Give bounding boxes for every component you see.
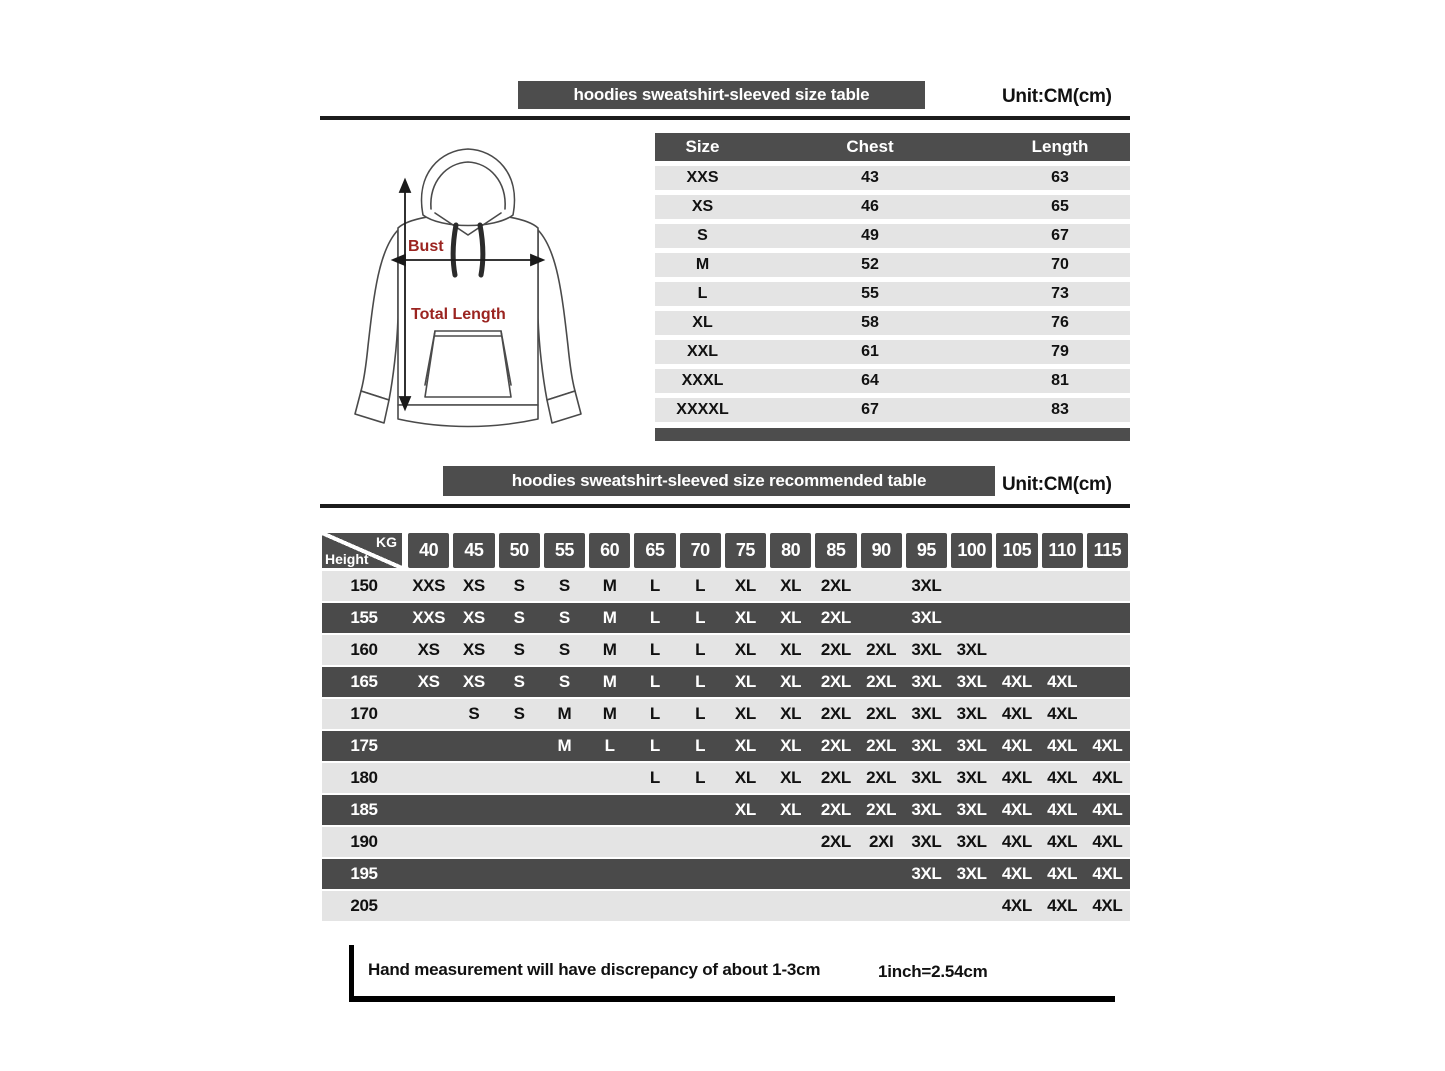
size-recommendation-cell: 4XL (1047, 768, 1078, 787)
weight-header-cell: 100 (951, 533, 992, 568)
chest-cell: 61 (861, 343, 879, 360)
size-recommendation-cell: 4XL (1092, 832, 1123, 851)
size-recommendation-cell (587, 763, 632, 793)
length-cell: 83 (1051, 401, 1069, 418)
recommendation-row (322, 635, 1130, 665)
size-recommendation-cell: 2XL (866, 704, 897, 723)
size-recommendation-cell: S (558, 576, 570, 595)
size-recommendation-cell (632, 891, 677, 921)
recommended-table (322, 533, 1130, 923)
size-recommendation-cell: 4XL (1092, 768, 1123, 787)
size-recommendation-cell: 4XL (1001, 736, 1032, 755)
size-cell: M (695, 256, 710, 273)
size-recommendation-cell: S (513, 704, 525, 723)
size-recommendation-cell: M (602, 608, 617, 627)
size-recommendation-cell: 3XL (956, 704, 987, 723)
size-recommendation-cell: 3XL (911, 672, 942, 691)
size-recommendation-cell (406, 827, 451, 857)
size-recommendation-cell: L (649, 768, 660, 787)
size-table-row (655, 224, 1130, 248)
size-recommendation-cell: S (513, 640, 525, 659)
chest-cell: 43 (861, 169, 879, 186)
weight-header-cell: 75 (725, 533, 766, 568)
size-recommendation-cell: 4XL (1001, 800, 1032, 819)
size-recommendation-cell (542, 827, 587, 857)
weight-header-cell: 65 (634, 533, 675, 568)
size-recommendation-cell: 4XL (1047, 704, 1078, 723)
size-recommendation-cell (497, 827, 542, 857)
size-recommendation-cell: XL (780, 608, 802, 627)
size-recommendation-cell: L (695, 736, 706, 755)
size-recommendation-cell: M (557, 736, 572, 755)
size-table-row (655, 253, 1130, 277)
size-recommendation-cell: 3XL (911, 640, 942, 659)
size-recommendation-cell: 4XL (1092, 864, 1123, 883)
height-label: 185 (350, 800, 378, 819)
size-recommendation-cell (813, 859, 858, 889)
size-recommendation-cell (723, 859, 768, 889)
size-recommendation-cell: M (602, 640, 617, 659)
size-recommendation-cell: L (649, 736, 660, 755)
size-recommendation-cell: 3XL (956, 672, 987, 691)
size-recommendation-cell (678, 859, 723, 889)
top-divider-line (320, 116, 1130, 120)
size-table-row (655, 282, 1130, 306)
height-label: 205 (350, 896, 378, 915)
size-recommendation-cell (768, 827, 813, 857)
size-recommendation-cell: XL (780, 576, 802, 595)
size-recommendation-cell (1040, 603, 1085, 633)
size-recommendation-cell: 4XL (1092, 800, 1123, 819)
size-recommendation-cell: S (513, 672, 525, 691)
height-label: 170 (350, 704, 378, 723)
size-table-bottom-bar (655, 428, 1130, 441)
size-recommendation-cell: M (602, 576, 617, 595)
length-cell: 79 (1051, 343, 1069, 360)
size-recommendation-cell: 4XL (1047, 896, 1078, 915)
unit-label-bottom: Unit:CM(cm) (1002, 474, 1112, 495)
kg-height-corner-cell (322, 533, 402, 568)
kg-corner-label: KG (376, 534, 397, 550)
size-recommendation-cell: 2XL (820, 576, 851, 595)
length-cell: 63 (1051, 169, 1069, 186)
size-recommendation-cell: M (602, 704, 617, 723)
size-recommendation-cell: L (695, 672, 706, 691)
hoodie-measurement-diagram (323, 133, 613, 463)
size-recommendation-cell: XL (780, 704, 802, 723)
recommended-table-title: hoodies sweatshirt-sleeved size recommended table (443, 466, 995, 496)
height-label: 195 (350, 864, 378, 883)
size-recommendation-cell (949, 571, 994, 601)
size-recommendation-cell (451, 827, 496, 857)
length-cell: 67 (1051, 227, 1069, 244)
size-recommendation-cell: 4XL (1001, 704, 1032, 723)
size-recommendation-cell (678, 827, 723, 857)
height-label: 180 (350, 768, 378, 787)
size-recommendation-cell: S (513, 608, 525, 627)
size-recommendation-cell: XXS (412, 576, 446, 595)
size-recommendation-cell: 3XL (911, 864, 942, 883)
size-recommendation-cell: S (558, 672, 570, 691)
size-recommendation-cell (406, 731, 451, 761)
size-recommendation-cell (497, 859, 542, 889)
size-recommendation-cell: S (513, 576, 525, 595)
weight-header-cell: 105 (996, 533, 1037, 568)
size-recommendation-cell: L (649, 640, 660, 659)
size-recommendation-cell (1085, 667, 1130, 697)
recommendation-row (322, 795, 1130, 825)
size-cell: XL (692, 314, 713, 331)
size-recommendation-cell: 4XL (1092, 736, 1123, 755)
recommendation-row (322, 859, 1130, 889)
size-recommendation-cell: XL (734, 608, 756, 627)
size-recommendation-cell (632, 859, 677, 889)
size-recommendation-cell: L (695, 576, 706, 595)
size-recommendation-cell: 4XL (1001, 672, 1032, 691)
length-cell: 81 (1051, 372, 1069, 389)
size-recommendation-cell: XS (462, 608, 485, 627)
size-recommendation-cell: 3XL (956, 800, 987, 819)
size-recommendation-cell: 4XL (1001, 896, 1032, 915)
weight-header-cell: 45 (453, 533, 494, 568)
size-recommendation-cell: 4XL (1001, 832, 1032, 851)
size-recommendation-cell: L (649, 576, 660, 595)
chest-cell: 64 (861, 372, 879, 389)
length-cell: 73 (1051, 285, 1069, 302)
size-table-header (655, 133, 1130, 161)
size-recommendation-cell: 2XL (820, 768, 851, 787)
size-recommendation-cell (1040, 635, 1085, 665)
size-recommendation-cell: L (695, 640, 706, 659)
size-recommendation-cell (632, 795, 677, 825)
size-recommendation-cell: XL (780, 672, 802, 691)
height-label: 190 (350, 832, 378, 851)
size-recommendation-cell (497, 891, 542, 921)
size-recommendation-cell: 2XL (820, 800, 851, 819)
size-recommendation-cell: M (557, 704, 572, 723)
size-table-row (655, 311, 1130, 335)
size-table-row (655, 369, 1130, 393)
size-recommendation-cell (1085, 603, 1130, 633)
size-recommendation-cell (497, 731, 542, 761)
size-recommendation-cell (949, 891, 994, 921)
unit-label-top: Unit:CM(cm) (1002, 86, 1112, 107)
size-recommendation-cell (451, 795, 496, 825)
chest-cell: 49 (861, 227, 879, 244)
length-cell: 76 (1051, 314, 1069, 331)
size-recommendation-cell: 3XL (956, 640, 987, 659)
size-recommendation-cell: XL (734, 736, 756, 755)
size-cell: L (697, 285, 708, 302)
length-cell: 65 (1051, 198, 1069, 215)
size-recommendation-cell (497, 795, 542, 825)
size-recommendation-cell: 2XL (866, 640, 897, 659)
recommendation-row (322, 571, 1130, 601)
size-table (655, 133, 1130, 441)
size-recommendation-cell: S (558, 640, 570, 659)
recommendation-row (322, 891, 1130, 921)
size-recommendation-cell: 4XL (1092, 896, 1123, 915)
size-recommendation-cell: XL (734, 800, 756, 819)
height-label: 160 (350, 640, 378, 659)
size-recommendation-cell: 3XL (911, 576, 942, 595)
size-recommendation-cell (406, 795, 451, 825)
size-cell: XXXXL (676, 401, 729, 418)
recommendation-row (322, 763, 1130, 793)
middle-divider-line (320, 504, 1130, 508)
size-cell: XXL (686, 343, 719, 360)
recommendation-row (322, 827, 1130, 857)
size-recommendation-cell: 3XL (911, 800, 942, 819)
size-recommendation-cell: 3XL (911, 704, 942, 723)
weight-header-cell: 95 (906, 533, 947, 568)
size-recommendation-cell: 3XL (956, 736, 987, 755)
size-recommendation-cell: 4XL (1001, 864, 1032, 883)
size-recommendation-cell (406, 891, 451, 921)
size-recommendation-cell: 2XI (868, 832, 894, 851)
size-recommendation-cell (994, 571, 1039, 601)
size-recommendation-cell: 3XL (956, 864, 987, 883)
size-recommendation-cell: 2XL (866, 768, 897, 787)
size-recommendation-cell (542, 763, 587, 793)
size-recommendation-cell (813, 891, 858, 921)
size-recommendation-cell: XS (462, 576, 485, 595)
size-recommendation-cell (587, 795, 632, 825)
size-recommendation-cell: XL (734, 672, 756, 691)
size-recommendation-cell (1040, 571, 1085, 601)
size-recommendation-cell (451, 763, 496, 793)
size-recommendation-cell: S (558, 608, 570, 627)
size-recommendation-cell: 4XL (1001, 768, 1032, 787)
recommendation-row (322, 699, 1130, 729)
size-recommendation-cell: XS (462, 672, 485, 691)
weight-header-cell: 110 (1042, 533, 1083, 568)
size-recommendation-cell: 2XL (820, 608, 851, 627)
size-recommendation-cell (904, 891, 949, 921)
size-recommendation-cell: 2XL (820, 832, 851, 851)
size-recommendation-cell: M (602, 672, 617, 691)
height-label: 175 (350, 736, 378, 755)
size-recommendation-cell (859, 603, 904, 633)
size-recommendation-cell: 2XL (866, 672, 897, 691)
weight-header-cell: 80 (770, 533, 811, 568)
size-recommendation-cell: L (695, 768, 706, 787)
size-recommendation-cell: S (468, 704, 480, 723)
size-recommendation-cell (406, 859, 451, 889)
length-column-header: Length (1031, 137, 1089, 156)
size-recommendation-cell (768, 859, 813, 889)
size-recommendation-cell: 2XL (820, 672, 851, 691)
size-recommendation-cell: 3XL (911, 608, 942, 627)
size-recommendation-cell: 2XL (820, 704, 851, 723)
size-recommendation-cell: XS (417, 640, 440, 659)
size-recommendation-cell (587, 859, 632, 889)
size-recommendation-cell (587, 827, 632, 857)
size-recommendation-cell (768, 891, 813, 921)
chest-cell: 52 (861, 256, 879, 273)
size-recommendation-cell: XL (734, 576, 756, 595)
size-recommendation-cell: 3XL (911, 832, 942, 851)
size-recommendation-cell: L (604, 736, 615, 755)
size-cell: XS (691, 198, 714, 215)
size-recommendation-cell (451, 731, 496, 761)
size-recommendation-cell: 4XL (1047, 832, 1078, 851)
weight-header-cell: 55 (544, 533, 585, 568)
size-recommendation-cell: 2XL (866, 736, 897, 755)
height-label: 155 (350, 608, 378, 627)
size-recommendation-cell: XL (734, 704, 756, 723)
length-cell: 70 (1051, 256, 1069, 273)
size-recommendation-cell (723, 891, 768, 921)
height-corner-label: Height (325, 551, 369, 567)
chest-cell: 58 (861, 314, 879, 331)
size-recommendation-cell: L (695, 608, 706, 627)
size-recommendation-cell (497, 763, 542, 793)
size-table-row (655, 195, 1130, 219)
recommended-table-body (322, 571, 1130, 921)
size-recommendation-cell (632, 827, 677, 857)
size-recommendation-cell (859, 859, 904, 889)
hoodie-outline-icon (323, 133, 613, 463)
size-table-row (655, 398, 1130, 422)
bust-label: Bust (408, 238, 444, 255)
weight-header-cell: 90 (861, 533, 902, 568)
size-cell: S (697, 227, 708, 244)
size-recommendation-cell: L (695, 704, 706, 723)
height-label: 165 (350, 672, 378, 691)
size-recommendation-cell: 4XL (1047, 672, 1078, 691)
size-recommendation-cell: 2XL (820, 736, 851, 755)
size-cell: XXS (686, 169, 719, 186)
chest-column-header: Chest (846, 137, 894, 156)
weight-header-cell: 70 (680, 533, 721, 568)
size-recommendation-cell (1085, 571, 1130, 601)
size-recommendation-cell (994, 635, 1039, 665)
total-length-label: Total Length (411, 306, 506, 323)
size-recommendation-cell (1085, 635, 1130, 665)
size-recommendation-cell (587, 891, 632, 921)
recommendation-row (322, 603, 1130, 633)
size-recommendation-cell (1085, 699, 1130, 729)
size-recommendation-cell: XL (780, 640, 802, 659)
measurement-discrepancy-note: Hand measurement will have discrepancy of about 1-3cm (368, 960, 821, 979)
recommendation-row (322, 667, 1130, 697)
size-recommendation-cell (451, 859, 496, 889)
height-label: 150 (350, 576, 378, 595)
size-table-row (655, 340, 1130, 364)
size-recommendation-cell: L (649, 608, 660, 627)
recommended-table-header (322, 533, 1130, 568)
size-recommendation-cell (723, 827, 768, 857)
size-recommendation-cell (859, 891, 904, 921)
size-recommendation-cell: L (649, 704, 660, 723)
size-recommendation-cell (542, 795, 587, 825)
size-recommendation-cell (406, 699, 451, 729)
chest-cell: 55 (861, 285, 879, 302)
chest-cell: 67 (861, 401, 879, 418)
size-recommendation-cell (542, 891, 587, 921)
size-recommendation-cell (451, 891, 496, 921)
size-table-body (655, 166, 1130, 422)
inch-conversion-note: 1inch=2.54cm (878, 962, 988, 981)
size-recommendation-cell: XL (780, 800, 802, 819)
size-recommendation-cell: 2XL (866, 800, 897, 819)
size-recommendation-cell: XL (780, 736, 802, 755)
weight-header-cell: 50 (499, 533, 540, 568)
footer-vertical-bar (349, 945, 354, 1002)
size-recommendation-cell: XL (734, 640, 756, 659)
size-table-title: hoodies sweatshirt-sleeved size table (518, 81, 925, 109)
size-column-header: Size (685, 137, 720, 156)
size-recommendation-cell: L (649, 672, 660, 691)
size-recommendation-cell (994, 603, 1039, 633)
size-recommendation-cell: 3XL (956, 768, 987, 787)
weight-header-cell: 40 (408, 533, 449, 568)
size-table-row (655, 166, 1130, 190)
weight-header-cell: 115 (1087, 533, 1128, 568)
size-recommendation-cell: 3XL (956, 832, 987, 851)
size-recommendation-cell (542, 859, 587, 889)
recommendation-row (322, 731, 1130, 761)
chest-cell: 46 (861, 198, 879, 215)
size-cell: XXXL (681, 372, 724, 389)
size-recommendation-cell (406, 763, 451, 793)
size-recommendation-cell: XXS (412, 608, 446, 627)
size-recommendation-cell (859, 571, 904, 601)
size-recommendation-cell (678, 795, 723, 825)
size-recommendation-cell: XL (780, 768, 802, 787)
size-recommendation-cell: 4XL (1047, 864, 1078, 883)
size-recommendation-cell: XL (734, 768, 756, 787)
size-recommendation-cell: 4XL (1047, 736, 1078, 755)
size-recommendation-cell: XS (417, 672, 440, 691)
weight-header-cell: 60 (589, 533, 630, 568)
size-recommendation-cell: 2XL (820, 640, 851, 659)
size-recommendation-cell (949, 603, 994, 633)
size-recommendation-cell: XS (462, 640, 485, 659)
size-recommendation-cell (678, 891, 723, 921)
footer-horizontal-bar (349, 996, 1115, 1002)
weight-header-cell: 85 (815, 533, 856, 568)
size-recommendation-cell: 3XL (911, 768, 942, 787)
size-recommendation-cell: 3XL (911, 736, 942, 755)
size-recommendation-cell: 4XL (1047, 800, 1078, 819)
